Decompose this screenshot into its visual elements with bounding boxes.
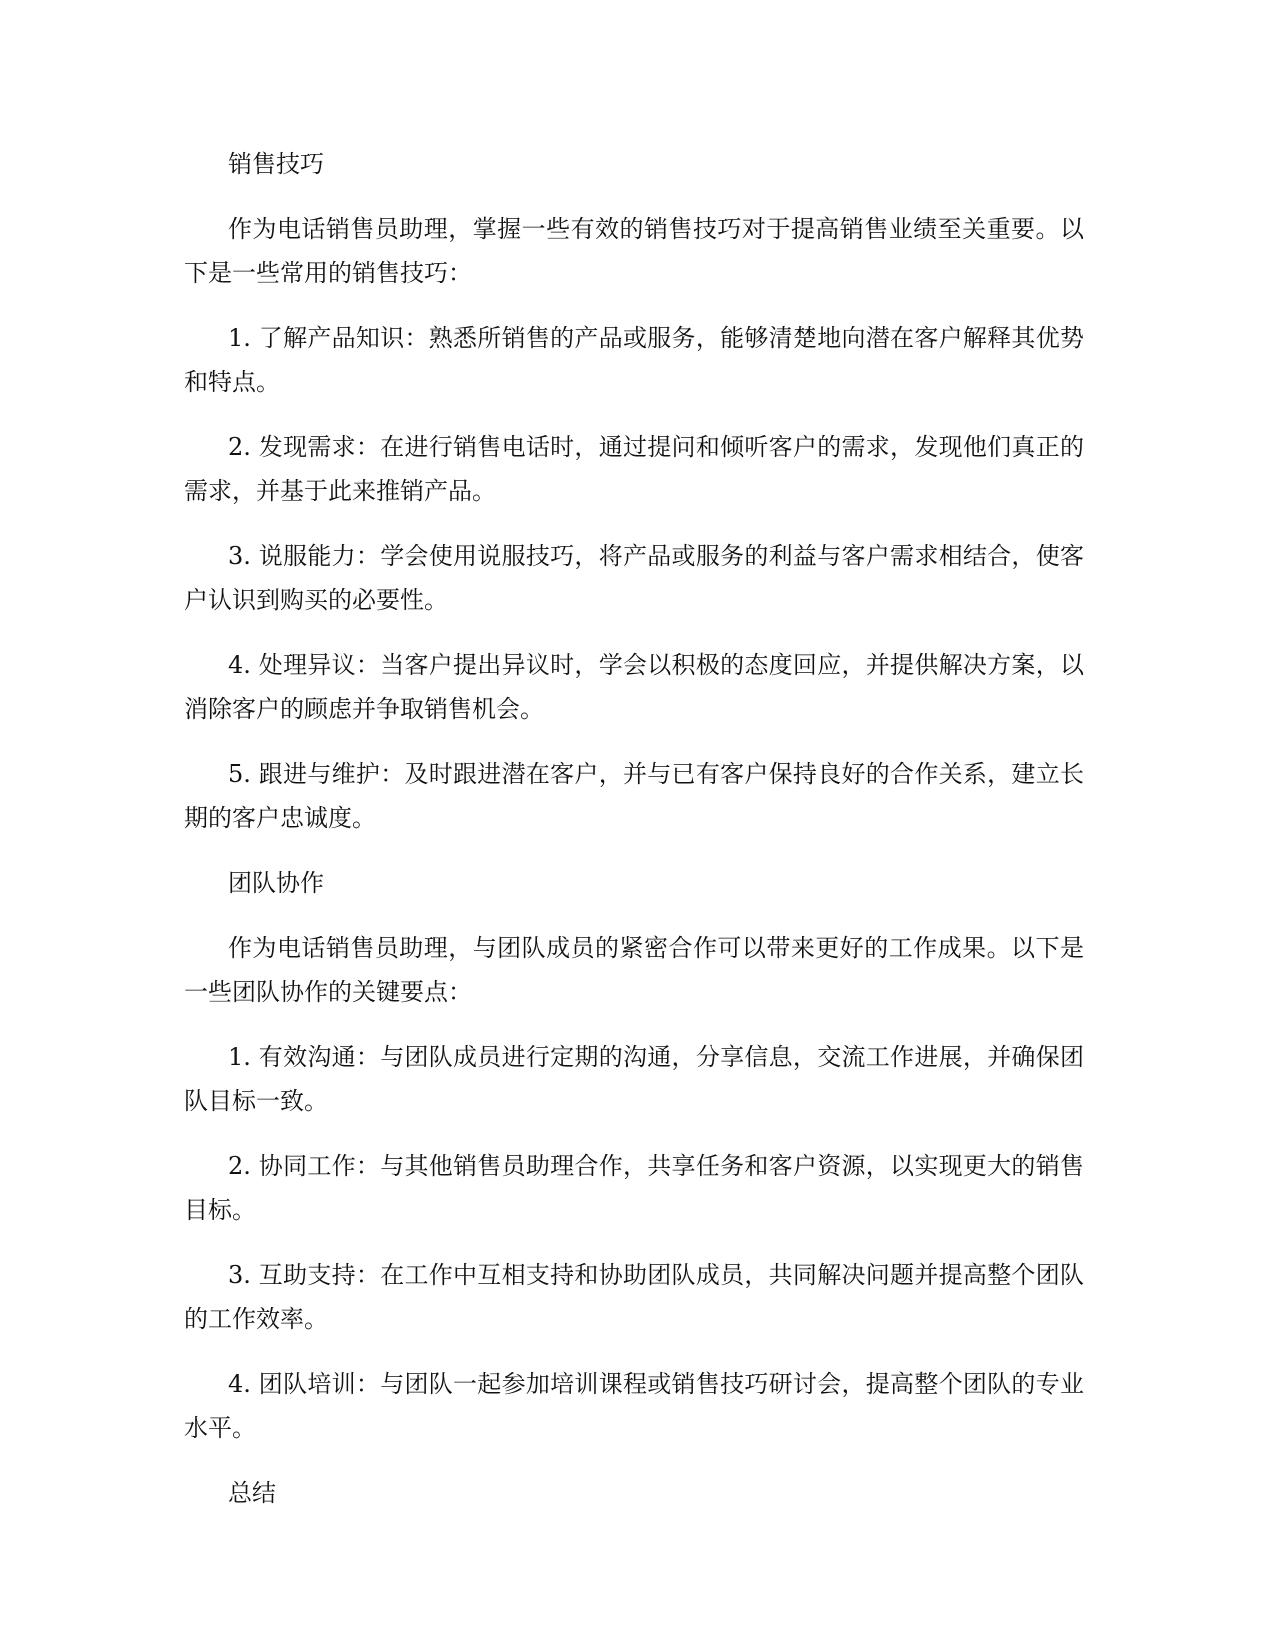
list-item: 4. 团队培训：与团队一起参加培训课程或销售技巧研讨会，提高整个团队的专业水平。 bbox=[184, 1370, 1084, 1442]
section-intro-sales-skills: 作为电话销售员助理，掌握一些有效的销售技巧对于提高销售业绩至关重要。以下是一些常用的销售技巧： bbox=[184, 215, 1084, 287]
list-item: 3. 说服能力：学会使用说服技巧，将产品或服务的利益与客户需求相结合，使客户认识到购买的必要性。 bbox=[184, 542, 1084, 614]
list-item: 1. 了解产品知识：熟悉所销售的产品或服务，能够清楚地向潜在客户解释其优势和特点。 bbox=[184, 324, 1084, 396]
section-intro-teamwork: 作为电话销售员助理，与团队成员的紧密合作可以带来更好的工作成果。以下是一些团队协作的关键要点： bbox=[184, 934, 1084, 1006]
list-item: 2. 发现需求：在进行销售电话时，通过提问和倾听客户的需求，发现他们真正的需求，并基于此来推销产品。 bbox=[184, 433, 1084, 505]
list-item: 1. 有效沟通：与团队成员进行定期的沟通，分享信息，交流工作进展，并确保团队目标一致。 bbox=[184, 1043, 1084, 1115]
document-body bbox=[184, 142, 1084, 1536]
list-item: 3. 互助支持：在工作中互相支持和协助团队成员，共同解决问题并提高整个团队的工作效率。 bbox=[184, 1261, 1084, 1333]
section-heading-summary: 总结 bbox=[228, 1479, 276, 1507]
section-heading-sales-skills: 销售技巧 bbox=[228, 150, 324, 178]
list-item: 5. 跟进与维护：及时跟进潜在客户，并与已有客户保持良好的合作关系，建立长期的客户忠诚度。 bbox=[184, 760, 1084, 832]
list-item: 2. 协同工作：与其他销售员助理合作，共享任务和客户资源，以实现更大的销售目标。 bbox=[184, 1152, 1084, 1224]
list-item: 4. 处理异议：当客户提出异议时，学会以积极的态度回应，并提供解决方案，以消除客户的顾虑并争取销售机会。 bbox=[184, 651, 1084, 723]
section-heading-teamwork: 团队协作 bbox=[228, 869, 324, 897]
